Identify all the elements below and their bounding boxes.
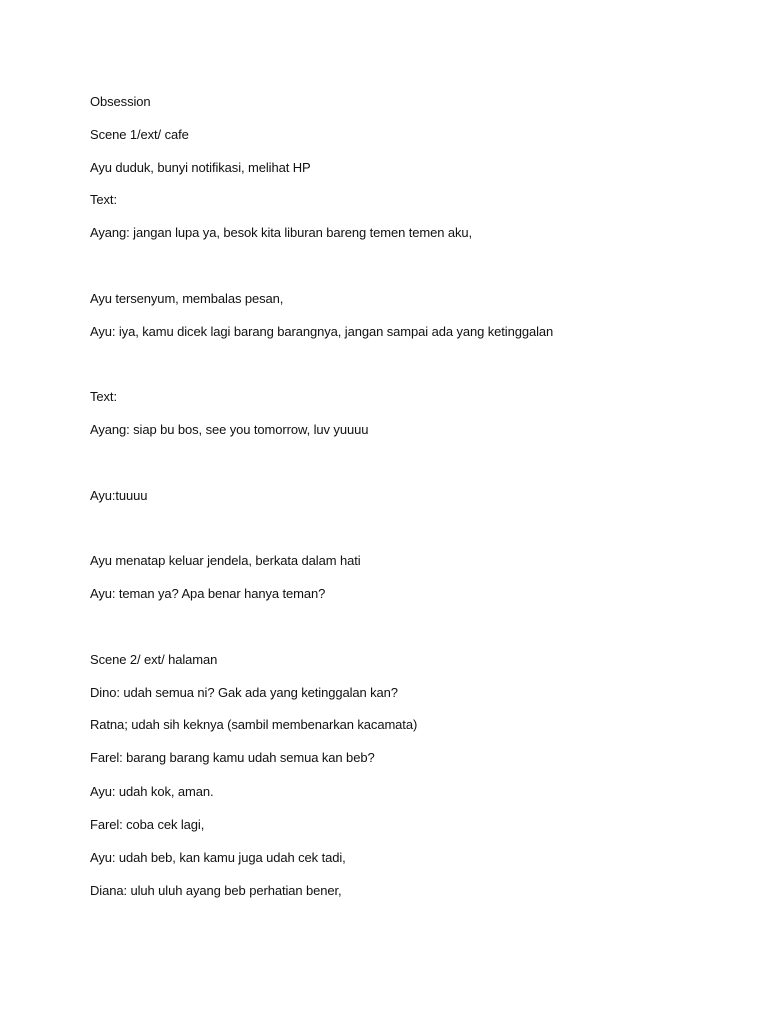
dialogue-line: Ayu: udah kok, aman. xyxy=(90,784,214,799)
text-label: Text: xyxy=(90,389,117,404)
dialogue-line: Ayu: teman ya? Apa benar hanya teman? xyxy=(90,586,326,601)
action-line: Ayu menatap keluar jendela, berkata dalam hati xyxy=(90,553,361,568)
dialogue-line: Ayu:tuuuu xyxy=(90,488,148,503)
scene-heading: Scene 2/ ext/ halaman xyxy=(90,652,218,667)
dialogue-line: Ayang: siap bu bos, see you tomorrow, luv yuuuu xyxy=(90,422,369,437)
text-label: Text: xyxy=(90,192,117,207)
dialogue-line: Farel: barang barang kamu udah semua kan beb? xyxy=(90,750,375,765)
action-line: Ayu tersenyum, membalas pesan, xyxy=(90,291,284,306)
dialogue-line: Farel: coba cek lagi, xyxy=(90,817,205,832)
action-line: Ayu duduk, bunyi notifikasi, melihat HP xyxy=(90,160,311,175)
dialogue-line: Ayu: iya, kamu dicek lagi barang barangnya, jangan sampai ada yang ketinggalan xyxy=(90,324,554,339)
dialogue-line: Ayu: udah beb, kan kamu juga udah cek tadi, xyxy=(90,850,346,865)
scene-heading: Scene 1/ext/ cafe xyxy=(90,127,189,142)
dialogue-line: Ayang: jangan lupa ya, besok kita liburan bareng temen temen aku, xyxy=(90,225,473,240)
dialogue-line: Ratna; udah sih keknya (sambil membenarkan kacamata) xyxy=(90,717,418,732)
dialogue-line: Diana: uluh uluh ayang beb perhatian bener, xyxy=(90,883,342,898)
dialogue-line: Dino: udah semua ni? Gak ada yang ketinggalan kan? xyxy=(90,685,398,700)
script-title: Obsession xyxy=(90,94,151,109)
